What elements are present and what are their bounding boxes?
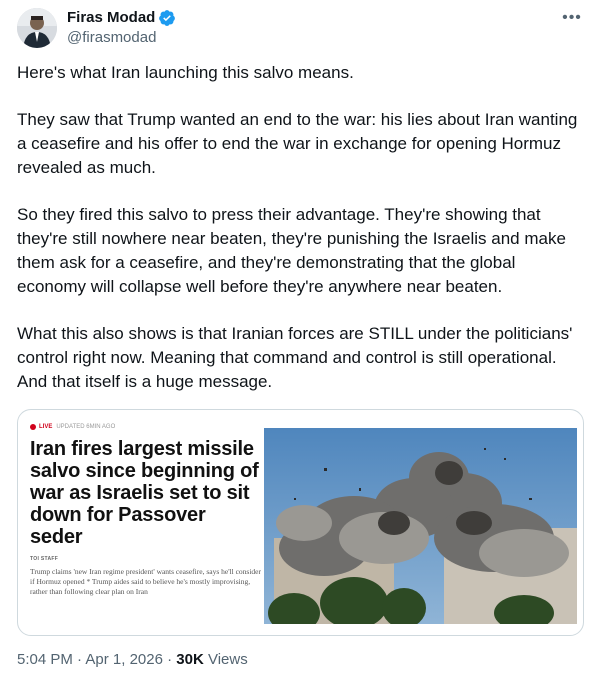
updated-label: UPDATED 6MIN AGO <box>56 424 116 430</box>
explosion-photo-icon <box>264 428 577 624</box>
tweet-paragraph: They saw that Trump wanted an end to the war: his lies about Iran wanting a ceasefire and his offer to end the war in exchange for opening Hormuz revealed as much. <box>17 110 578 177</box>
tweet-paragraph: So they fired this salvo to press their advantage. They're showing that they're still nowhere near beaten, they're punishing the Israelis and make them ask for a ceasefire, and they're demonstrating that the global economy will collapse well before they're anywhere near beaten. <box>17 205 566 296</box>
profile-photo-icon <box>17 8 57 48</box>
tweet-header <box>17 6 584 50</box>
article-summary: Trump claims 'new Iran regime president' wants ceasefire, says he'll consider if Hormuz opened * Trump aides said to believe he's mostly improvising, rather than following clear plan on Iran <box>30 567 261 596</box>
live-indicator <box>30 424 262 430</box>
ellipsis-icon: ••• <box>562 9 582 26</box>
author-name[interactable]: Firas Modad <box>67 9 156 26</box>
tweet-text <box>17 61 587 394</box>
tweet-meta <box>17 650 248 670</box>
article-text <box>30 424 262 597</box>
article-byline: TOI STAFF <box>30 556 59 562</box>
views-label: Views <box>203 651 248 668</box>
views-count: 30K <box>176 651 204 668</box>
author-handle[interactable]: @firasmodad <box>67 29 157 46</box>
live-label: LIVE <box>39 424 53 430</box>
avatar[interactable] <box>17 8 57 48</box>
article-image <box>264 428 577 624</box>
meta-separator: · <box>162 651 177 668</box>
live-dot-icon <box>30 424 36 430</box>
tweet-paragraph: Here's what Iran launching this salvo means. <box>17 63 354 82</box>
verified-badge-icon <box>158 9 176 27</box>
tweet-time[interactable]: 5:04 PM <box>17 651 73 668</box>
tweet-date[interactable]: Apr 1, 2026 <box>85 651 163 668</box>
more-options-button[interactable] <box>560 6 584 30</box>
article-headline: Iran fires largest missile salvo since beginning of war as Israelis set to sit down for Passover seder <box>30 438 259 548</box>
author-name-row[interactable] <box>67 8 176 28</box>
article-card[interactable] <box>17 409 584 636</box>
meta-separator: · <box>72 651 86 668</box>
tweet-paragraph: What this also shows is that Iranian forces are STILL under the politicians' control right now. Meaning that command and control is still operational. And that itself is a huge message. <box>17 324 573 391</box>
